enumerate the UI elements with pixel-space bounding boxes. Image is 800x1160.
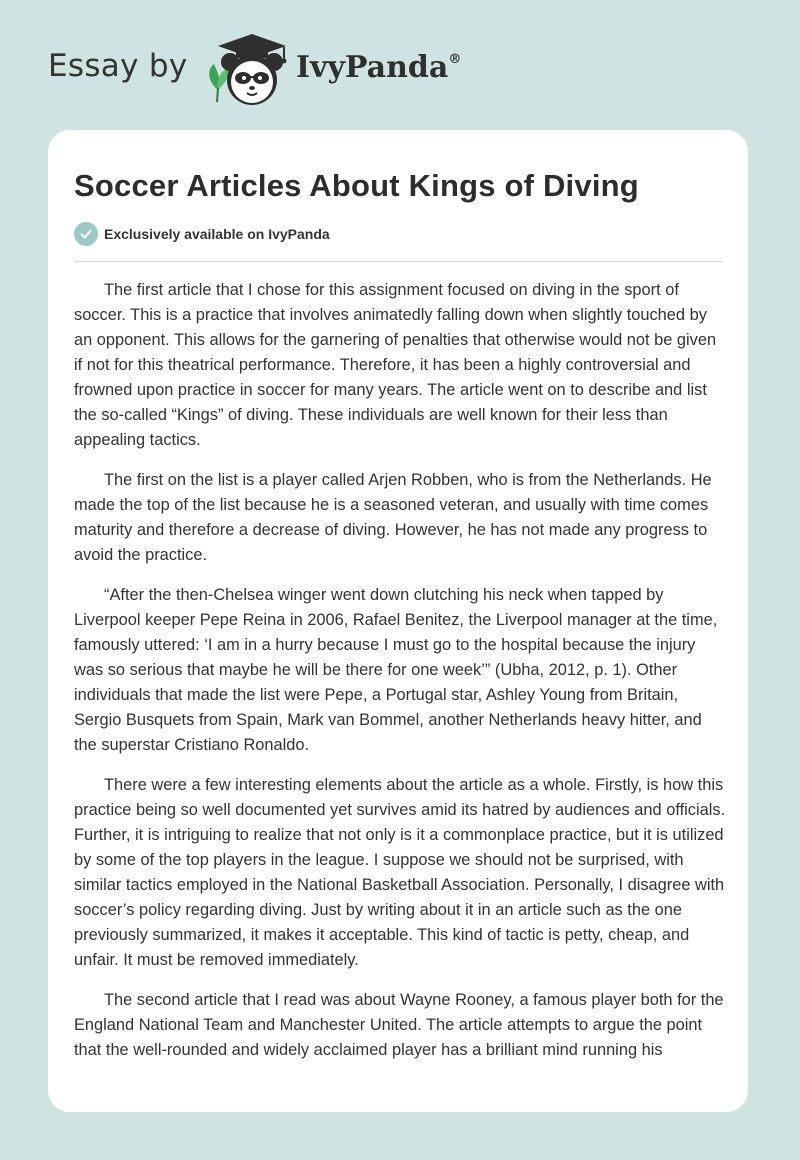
essay-by-label: Essay by bbox=[48, 48, 188, 84]
check-icon bbox=[74, 222, 98, 246]
paragraph: The second article that I read was about Wayne Rooney, a famous player both for the England National Team and Manchester United. The article attempts to argue the point that the well-rounded and widely acclaimed player has a brilliant mind running his bbox=[74, 991, 724, 1059]
panda-logo-icon[interactable] bbox=[200, 30, 292, 110]
paragraph: The first on the list is a player called Arjen Robben, who is from the Netherlands. He made the top of the list because he is a seasoned veteran, and usually with time comes maturity and therefore a decrease of diving. However, he has not made any progress to avoid the practice. bbox=[74, 471, 712, 564]
exclusive-label: Exclusively available on IvyPanda bbox=[104, 226, 330, 242]
essay-body bbox=[74, 278, 726, 1078]
brand-text: IvyPanda bbox=[296, 50, 449, 85]
paragraph: The first article that I chose for this assignment focused on diving in the sport of soccer. This is a practice that involves animatedly falling down when slightly touched by an opponent. This allows for the garnering of penalties that otherwise would not be given if not for this theatrical performance. Therefore, it has been a highly controversial and frowned upon practice in soccer for many years. The article went on to describe and list the so-called “Kings” of diving. These individuals are well known for their less than appealing tactics. bbox=[74, 281, 717, 449]
registered-mark: ® bbox=[448, 52, 462, 67]
site-header bbox=[0, 0, 800, 130]
paragraph: There were a few interesting elements about the article as a whole. Firstly, is how this practice being so well documented yet survives amid its hatred by audiences and officials. Further, it is intriguing to realize that not only is it a commonplace practice, but it is utilized by some of the top players in the league. I suppose we should not be surprised, with similar tactics employed in the National Basketball Association. Personally, I disagree with soccer’s policy regarding diving. Just by writing about it in an article such as the one previously summarized, it makes it acceptable. This kind of tactic is petty, cheap, and unfair. It must be removed immediately. bbox=[74, 776, 726, 969]
exclusive-badge bbox=[74, 222, 330, 246]
brand-name[interactable] bbox=[296, 50, 461, 85]
divider bbox=[74, 261, 722, 262]
essay-card bbox=[48, 130, 748, 1112]
page-title: Soccer Articles About Kings of Diving bbox=[74, 168, 639, 203]
paragraph: “After the then-Chelsea winger went down clutching his neck when tapped by Liverpool keeper Pepe Reina in 2006, Rafael Benitez, the Liverpool manager at the time, famously uttered: ‘I am in a hurry because I must go to the hospital because the injury was so serious that maybe he will be there for one week’” (Ubha, 2012, p. 1). Other individuals that made the list were Pepe, a Portugal star, Ashley Young from Britain, Sergio Busquets from Spain, Mark van Bommel, another Netherlands heavy hitter, and the superstar Cristiano Ronaldo. bbox=[74, 586, 718, 754]
